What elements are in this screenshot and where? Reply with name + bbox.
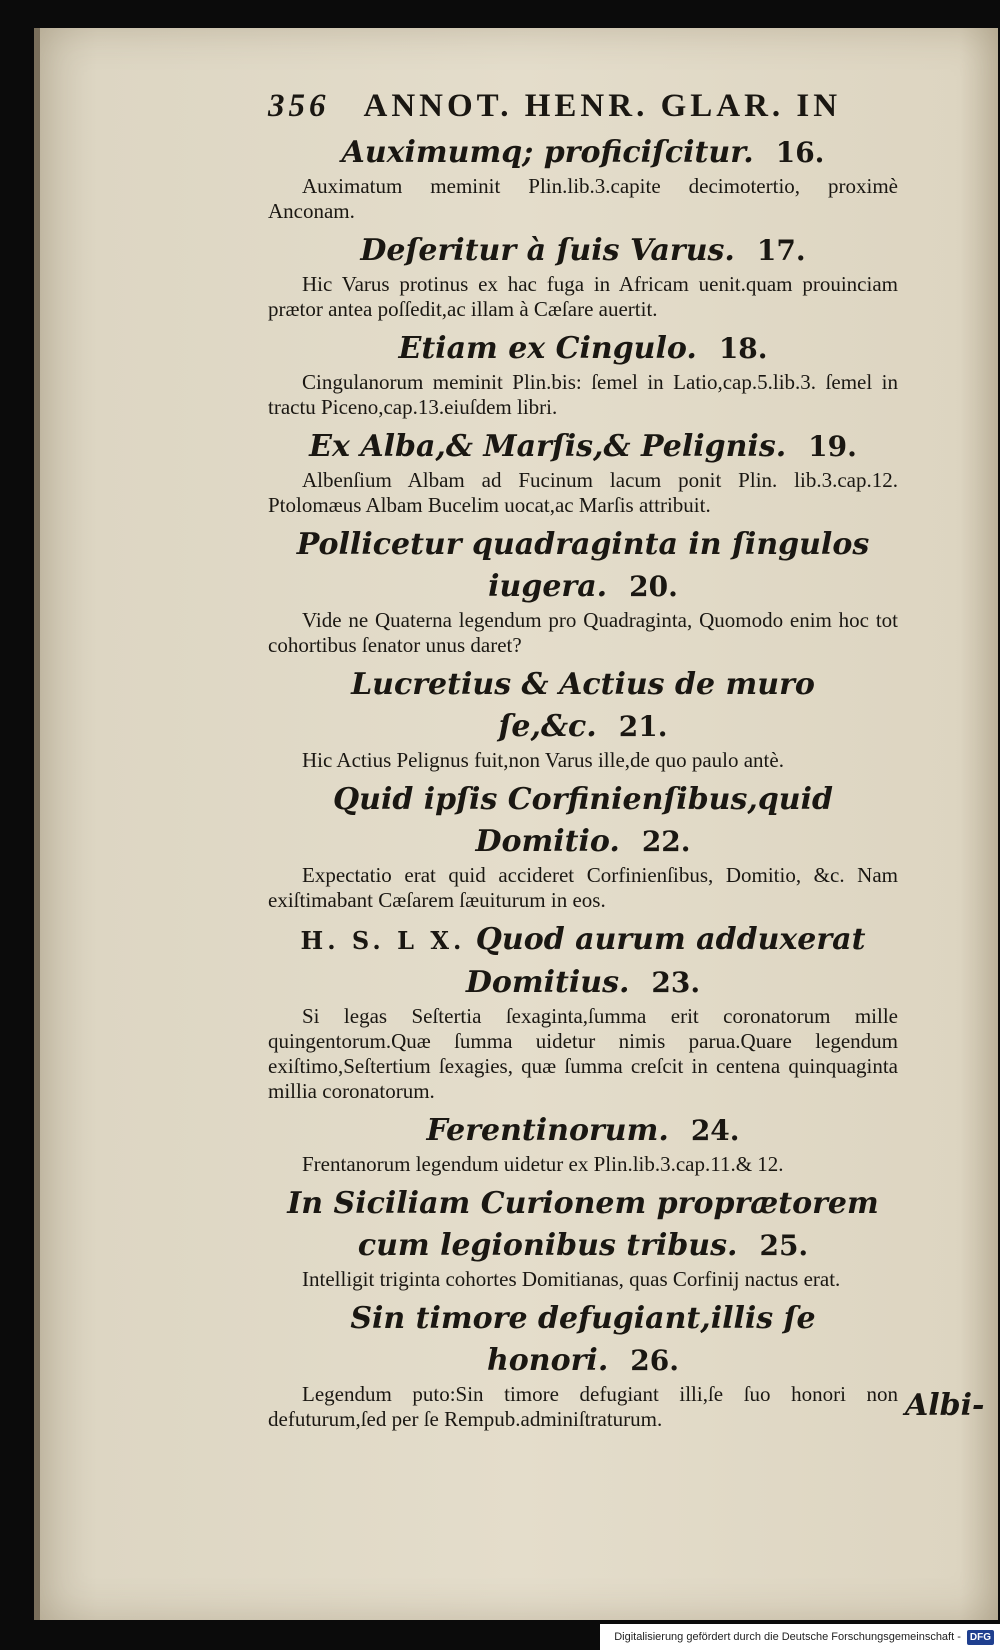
catchword: Albi- (905, 1388, 985, 1423)
lemma-text: Deſeritur à ſuis Varus. (360, 233, 735, 268)
note: Albenſium Albam ad Fucinum lacum ponit Plin. lib.3.cap.12. Ptolomæus Albam Bucelim uocat,ac Marſis attribuit. (268, 468, 898, 517)
lemma-number: 20. (629, 570, 678, 603)
lemma-text: Ex Alba,& Marſis,& Pelignis. (309, 429, 787, 464)
lemma (268, 230, 898, 272)
note: Expectatio erat quid accideret Corfinienſibus, Domitio, &c. Nam exiſtimabant Cæſarem ſæuiturum in eos. (268, 863, 898, 912)
digitization-footer (600, 1624, 1000, 1650)
lemma (268, 132, 898, 174)
lemma-text: Lucretius & Actius de muro ſe,&c. (351, 667, 815, 744)
lemma (268, 779, 898, 863)
lemma-number: 16. (775, 136, 825, 169)
annotation-entry-21 (268, 664, 898, 773)
lemma-number: 21. (618, 710, 668, 743)
running-head (268, 88, 898, 132)
lemma-number: 19. (808, 430, 857, 463)
lemma (268, 664, 898, 748)
lemma (268, 1183, 898, 1267)
annotation-entry-24 (268, 1110, 898, 1177)
dfg-logo: DFG (967, 1630, 994, 1645)
note: Vide ne Quaterna legendum pro Quadraginta, Quomodo enim hoc tot cohortibus ſenator unus daret? (268, 608, 898, 657)
lemma-text: Ferentinorum. (426, 1113, 669, 1148)
lemma (268, 524, 898, 608)
lemma-number: 25. (759, 1229, 809, 1262)
annotation-entry-23 (268, 919, 898, 1104)
note: Frentanorum legendum uidetur ex Plin.lib.3.cap.11.& 12. (302, 1152, 784, 1176)
page-number: 356 (268, 88, 330, 124)
note: Si legas Seſtertia ſexaginta,ſumma erit coronatorum mille quingentorum.Quæ ſumma uidetur nimis parua.Quare legendum exiſtimo,Seſtertium ſexagies, quæ ſumma creſcit in centena quinquaginta millia coronatorum. (268, 1004, 898, 1103)
lemma-text: Quod aurum adduxerat Domitius. (465, 922, 866, 1000)
lemma-text: Sin timore defugiant,illis ſe honori. (350, 1301, 816, 1378)
annotation-entry-18 (268, 328, 898, 420)
lemma-text: Pollicetur quadraginta in ſingulos iugera. (296, 527, 870, 604)
annotation-entry-25 (268, 1183, 898, 1292)
note: Hic Actius Pelignus fuit,non Varus ille,de quo paulo antè. (302, 748, 784, 772)
annotation-entry-26 (268, 1298, 898, 1432)
lemma (268, 919, 898, 1004)
lemma-number: 18. (718, 332, 768, 365)
lemma (268, 1110, 898, 1152)
lemma (268, 426, 898, 468)
lemma-number: 23. (651, 966, 701, 999)
running-title: ANNOT. HENR. GLAR. IN (363, 88, 842, 124)
note: Auximatum meminit Plin.lib.3.capite decimotertio, proximè Anconam. (268, 174, 898, 223)
lemma-text: Auximumq; proficiſcitur. (341, 135, 754, 170)
lemma-number: 22. (641, 825, 691, 858)
annotation-entry-22 (268, 779, 898, 913)
lemma-text: In Siciliam Curionem proprætorem cum legionibus tribus. (287, 1186, 879, 1263)
lemma-text: Etiam ex Cingulo. (398, 331, 697, 366)
lemma-number: 26. (630, 1344, 679, 1377)
annotation-entry-19 (268, 426, 898, 518)
annotation-entry-16 (268, 132, 898, 224)
lemma-prefix: H. S. L X. (300, 926, 466, 955)
lemma-number: 17. (756, 234, 806, 267)
note: Hic Varus protinus ex hac fuga in Africam uenit.quam prouinciam prætor antea poſſedit,ac illam à Cæſare auertit. (268, 272, 898, 321)
note: Legendum puto:Sin timore defugiant illi,ſe ſuo honori non defuturum,ſed per ſe Rempub.adminiſtraturum. (268, 1382, 898, 1431)
lemma-text: Quid ipſis Corfinienſibus,quid Domitio. (333, 782, 833, 859)
lemma (268, 1298, 898, 1382)
note: Cingulanorum meminit Plin.bis: ſemel in Latio,cap.5.lib.3. ſemel in tractu Piceno,cap.13.eiuſdem libri. (268, 370, 898, 419)
lemma (268, 328, 898, 370)
footer-credit: Digitalisierung gefördert durch die Deutsche Forschungsgemeinschaft - (614, 1631, 961, 1643)
annotation-entry-20 (268, 524, 898, 658)
annotation-entry-17 (268, 230, 898, 322)
note: Intelligit triginta cohortes Domitianas, quas Corfinij nactus erat. (302, 1267, 841, 1291)
lemma-number: 24. (690, 1114, 740, 1147)
page-text (268, 88, 898, 1438)
